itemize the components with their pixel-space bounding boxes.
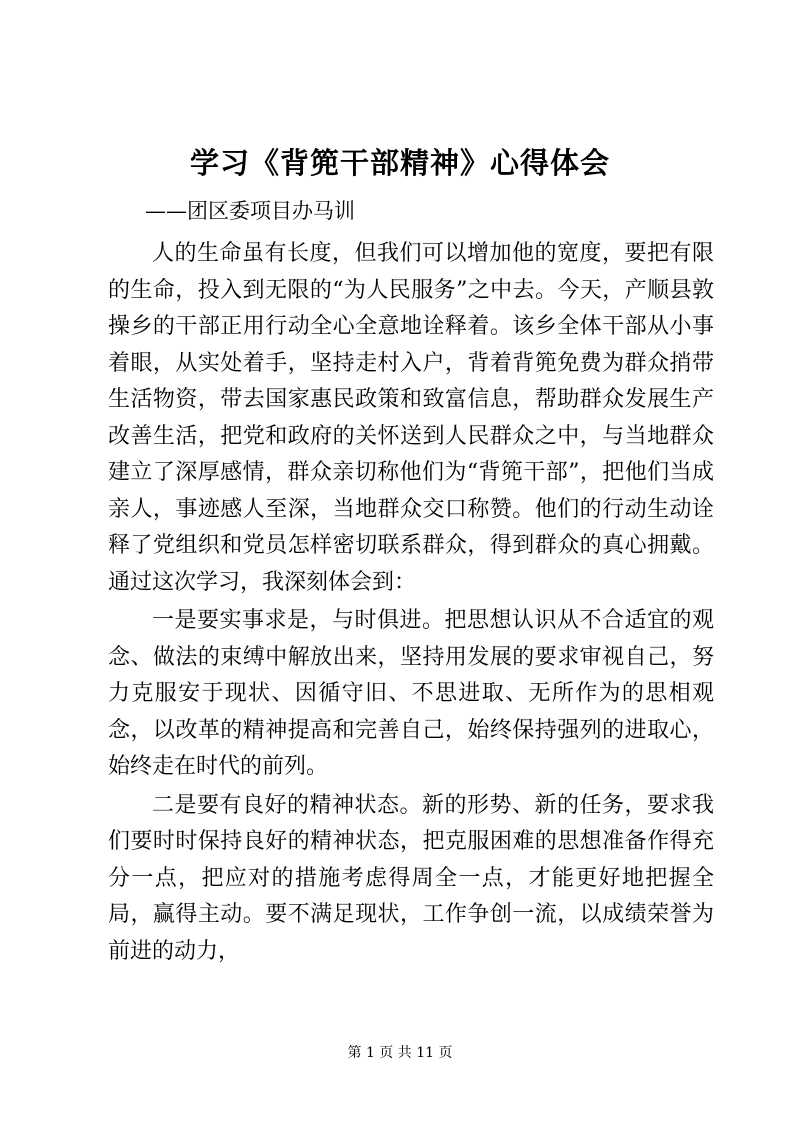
document-body	[108, 236, 714, 972]
paragraph: 二是要有良好的精神状态。新的形势、新的任务，要求我们要时时保持良好的精神状态，把克服困难的思想准备作得充分一点，把应对的措施考虑得周全一点，才能更好地把握全局，赢得主动。要不满足现状，工作争创一流，以成绩荣誉为前进的动力，	[108, 792, 714, 964]
page-footer: 第 1 页 共 11 页	[347, 1045, 453, 1061]
document-title: 学习《背篼干部精神》心得体会	[189, 146, 610, 180]
paragraph: 一是要实事求是，与时俱进。把思想认识从不合适宜的观念、做法的束缚中解放出来，坚持用发展的要求审视自己，努力克服安于现状、因循守旧、不思进取、无所作为的思相观念，以改革的精神提高和完善自己，始终保持强列的进取心，始终走在时代的前列。	[108, 608, 714, 779]
paragraph: 人的生命虽有长度，但我们可以增加他的宽度，要把有限的生命，投入到无限的“为人民服务”之中去。今天，产顺县敦操乡的干部正用行动全心全意地诠释着。该乡全体干部从小事着眼，从实处着手，坚持走村入户，背着背篼免费为群众捎带生活物资，带去国家惠民政策和致富信息，帮助群众发展生产改善生活，把党和政府的关怀送到人民群众之中，与当地群众建立了深厚感情，群众亲切称他们为“背篼干部”，把他们当成亲人，事迹感人至深，当地群众交口称赞。他们的行动生动诠释了党组织和党员怎样密切联系群众，得到群众的真心拥戴。通过这次学习，我深刻体会到：	[108, 241, 714, 595]
document-subtitle: ——团区委项目办马训	[145, 199, 355, 223]
